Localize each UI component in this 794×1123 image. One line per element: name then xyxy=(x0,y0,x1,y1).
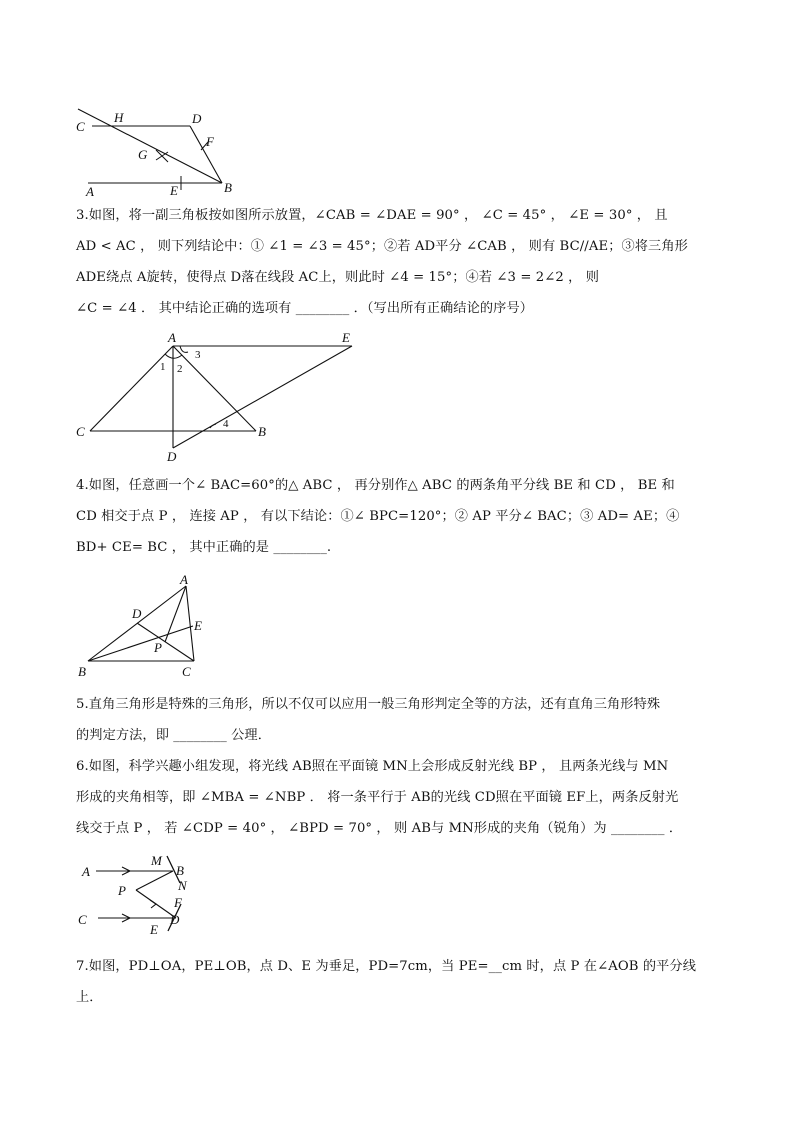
question-5-line: 的判定方法，即 ________ 公理． xyxy=(76,728,272,743)
angle-4-label: 4 xyxy=(223,418,229,430)
question-7-line: 上． xyxy=(76,990,103,1005)
question-6-line: 线交于点 P ， 若 ∠CDP = 40° ， ∠BPD = 70° ， 则 AB与 MN形成的夹角（锐角）为 ________ ． xyxy=(76,821,683,836)
question-6 xyxy=(76,751,726,844)
label-F: F xyxy=(206,134,214,149)
label-B: B xyxy=(258,424,266,439)
question-4 xyxy=(76,470,726,563)
label-H: H xyxy=(114,110,124,125)
label-A: A xyxy=(168,330,176,345)
question-3-line: ADE绕点 A旋转，使得点 D落在线段 AC上，则此时 ∠4 = 15°；④若 ∠3 = 2∠2 ， 则 xyxy=(76,270,600,285)
label-B: B xyxy=(176,863,184,878)
angle-1-label: 1 xyxy=(160,361,166,373)
question-3-line: 3.如图，将一副三角板按如图所示放置，∠CAB = ∠DAE = 90° ， ∠C = 45° ， ∠E = 30° ， 且 xyxy=(76,208,668,223)
question-3 xyxy=(76,200,726,324)
label-F: F xyxy=(174,895,182,910)
label-M: M xyxy=(151,853,162,868)
angle-2-label: 2 xyxy=(177,363,183,375)
label-A: A xyxy=(82,864,90,879)
label-D: D xyxy=(192,111,202,126)
label-E: E xyxy=(194,618,202,633)
label-D: D xyxy=(167,449,177,463)
question-6-line: 形成的夹角相等，即 ∠MBA = ∠NBP ． 将一条平行于 AB的光线 CD照在平面镜 EF上，两条反射光 xyxy=(76,790,679,805)
figure-mirror-reflection xyxy=(70,848,210,940)
question-4-line: CD 相交于点 P ， 连接 AP ， 有以下结论：①∠ BPC=120°；② AP 平分∠ BAC；③ AD= AE；④ xyxy=(76,509,680,524)
label-D: D xyxy=(170,912,180,927)
label-D: D xyxy=(132,606,142,621)
question-7-line: 7.如图，PD⊥OA，PE⊥OB，点 D、E 为垂足，PD=7cm，当 PE=__cm 时，点 P 在∠AOB 的平分线 xyxy=(76,959,697,974)
label-A: A xyxy=(86,184,94,199)
label-C: C xyxy=(182,664,191,679)
figure-parallel-lines xyxy=(70,100,250,200)
label-C: C xyxy=(76,424,85,439)
label-E: E xyxy=(170,183,178,198)
question-5-line: 5.直角三角形是特殊的三角形，所以不仅可以应用一般三角形判定全等的方法，还有直角三角形特殊 xyxy=(76,697,661,712)
question-7 xyxy=(76,951,726,1013)
label-G: G xyxy=(138,147,148,162)
question-4-line: 4.如图，任意画一个∠ BAC=60°的△ ABC ， 再分别作△ ABC 的两条角平分线 BE 和 CD ， BE 和 xyxy=(76,478,675,493)
question-5 xyxy=(76,689,726,751)
figure-triangle-set-squares xyxy=(70,328,370,463)
label-P: P xyxy=(118,883,126,898)
label-P: P xyxy=(154,640,162,655)
label-E: E xyxy=(342,330,350,345)
question-4-line: BD+ CE= BC ， 其中正确的是 ________. xyxy=(76,540,332,555)
label-C: C xyxy=(78,912,87,927)
label-A: A xyxy=(180,572,188,587)
question-3-line: AD < AC ， 则下列结论中：① ∠1 = ∠3 = 45°；②若 AD平分 ∠CAB ， 则有 BC//AE；③将三角形 xyxy=(76,239,688,254)
question-6-line: 6.如图，科学兴趣小组发现，将光线 AB照在平面镜 MN上会形成反射光线 BP ， 且两条光线与 MN xyxy=(76,759,669,774)
figure-angle-bisectors xyxy=(70,570,230,685)
label-B: B xyxy=(78,664,86,679)
question-3-line: ∠C = ∠4 ． 其中结论正确的选项有 ________ ．（写出所有正确结论的序号） xyxy=(76,301,534,316)
label-E: E xyxy=(150,922,158,937)
angle-3-label: 3 xyxy=(195,349,201,361)
label-C: C xyxy=(76,119,85,134)
label-B: B xyxy=(224,180,232,195)
label-N: N xyxy=(178,878,187,893)
